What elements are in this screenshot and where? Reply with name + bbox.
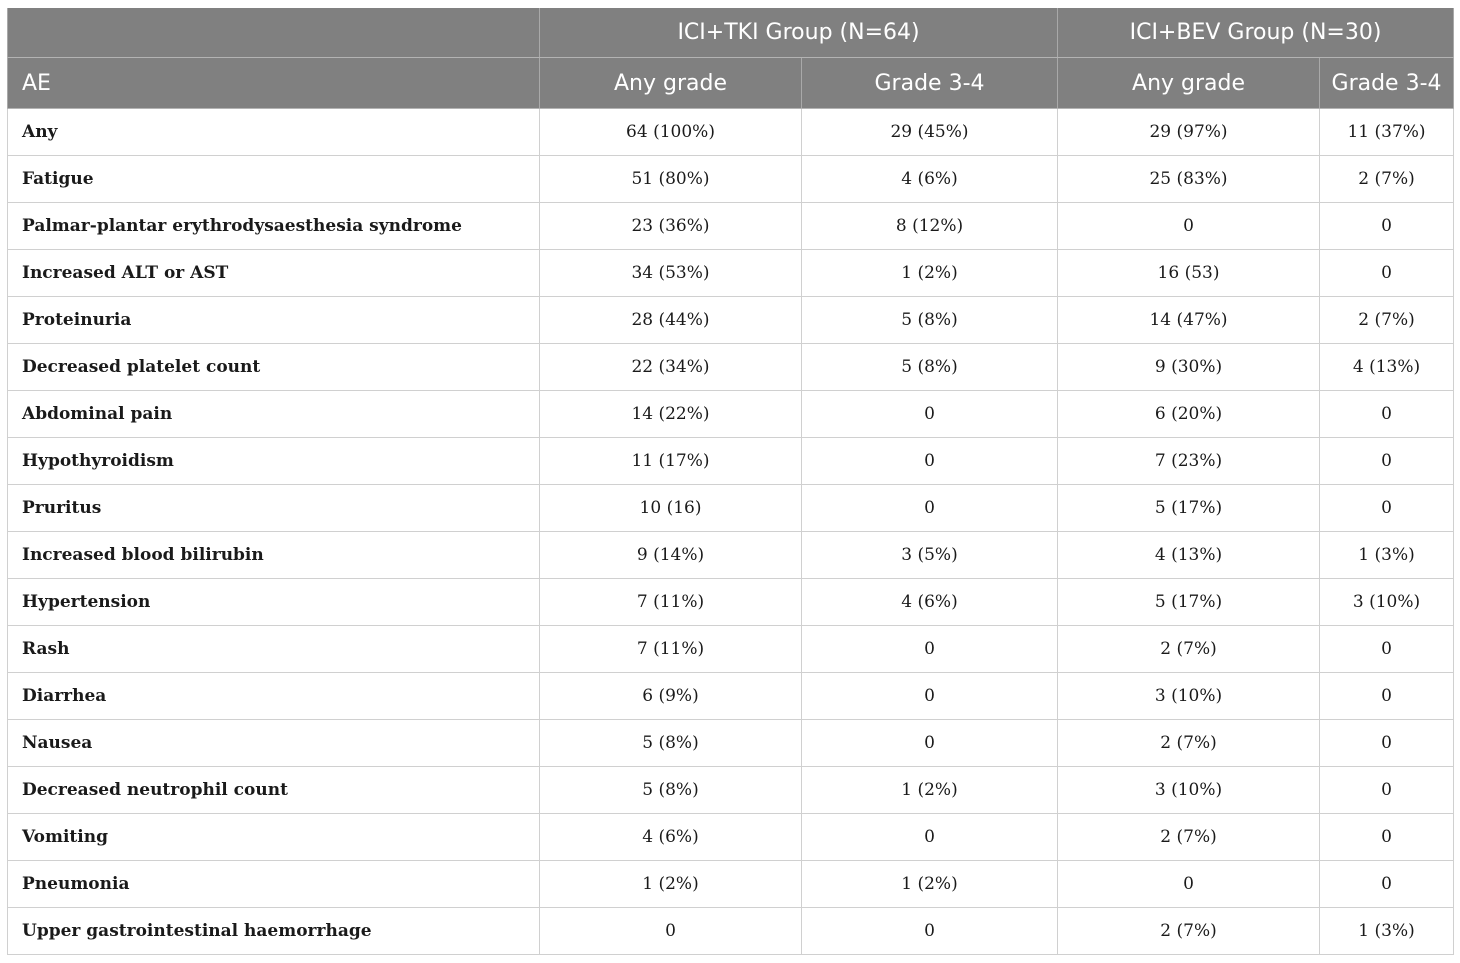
table-cell: 29 (45%): [802, 109, 1058, 156]
table-cell: 11 (17%): [540, 438, 802, 485]
table-cell: 3 (10%): [1320, 579, 1454, 626]
group-header-row: [8, 8, 1454, 58]
table-cell: 1 (3%): [1320, 532, 1454, 579]
table-cell: 7 (11%): [540, 579, 802, 626]
table-cell: 6 (9%): [540, 673, 802, 720]
table-row: [8, 109, 1454, 156]
ae-label-cell: Palmar-plantar erythrodysaesthesia syndrome: [8, 203, 540, 250]
table-cell: 64 (100%): [540, 109, 802, 156]
table-cell: 5 (17%): [1058, 579, 1320, 626]
table-cell: 0: [802, 391, 1058, 438]
table-cell: 23 (36%): [540, 203, 802, 250]
table-cell: 5 (8%): [802, 297, 1058, 344]
table-cell: 0: [1320, 391, 1454, 438]
table-cell: 4 (13%): [1058, 532, 1320, 579]
table-row: [8, 250, 1454, 297]
column-header-ae: AE: [8, 58, 540, 109]
ae-label-cell: Pruritus: [8, 485, 540, 532]
table-cell: 2 (7%): [1058, 720, 1320, 767]
table-cell: 5 (17%): [1058, 485, 1320, 532]
table-cell: 0: [802, 908, 1058, 955]
table-cell: 1 (2%): [802, 861, 1058, 908]
table-cell: 28 (44%): [540, 297, 802, 344]
table-cell: 3 (10%): [1058, 673, 1320, 720]
table-row: [8, 814, 1454, 861]
table-row: [8, 297, 1454, 344]
table-row: [8, 203, 1454, 250]
column-header-row: [8, 58, 1454, 109]
table-cell: 1 (2%): [540, 861, 802, 908]
table-cell: 25 (83%): [1058, 156, 1320, 203]
table-cell: 9 (14%): [540, 532, 802, 579]
table-cell: 0: [802, 814, 1058, 861]
table-cell: 0: [1320, 485, 1454, 532]
ae-label-cell: Vomiting: [8, 814, 540, 861]
table-cell: 2 (7%): [1058, 626, 1320, 673]
adverse-events-table: [7, 8, 1454, 955]
table-cell: 0: [1320, 767, 1454, 814]
table-cell: 4 (6%): [802, 579, 1058, 626]
table-cell: 0: [802, 626, 1058, 673]
table-cell: 8 (12%): [802, 203, 1058, 250]
table-cell: 29 (97%): [1058, 109, 1320, 156]
table-cell: 0: [802, 438, 1058, 485]
column-header-tki-grade-3-4: Grade 3-4: [802, 58, 1058, 109]
ae-label-cell: Nausea: [8, 720, 540, 767]
table-row: [8, 579, 1454, 626]
table-cell: 14 (22%): [540, 391, 802, 438]
table-row: [8, 532, 1454, 579]
table-cell: 0: [1320, 626, 1454, 673]
adverse-events-table-container: [7, 8, 1453, 955]
table-cell: 0: [1320, 720, 1454, 767]
ae-label-cell: Increased ALT or AST: [8, 250, 540, 297]
table-row: [8, 673, 1454, 720]
group-header-ici-bev: ICI+BEV Group (N=30): [1058, 8, 1454, 58]
table-cell: 0: [802, 720, 1058, 767]
table-cell: 0: [1320, 438, 1454, 485]
table-header: [8, 8, 1454, 109]
table-cell: 2 (7%): [1058, 908, 1320, 955]
table-cell: 0: [1058, 861, 1320, 908]
table-cell: 3 (5%): [802, 532, 1058, 579]
table-cell: 4 (6%): [540, 814, 802, 861]
table-row: [8, 861, 1454, 908]
table-cell: 51 (80%): [540, 156, 802, 203]
ae-label-cell: Proteinuria: [8, 297, 540, 344]
table-cell: 1 (2%): [802, 767, 1058, 814]
table-cell: 0: [1058, 203, 1320, 250]
table-cell: 2 (7%): [1320, 156, 1454, 203]
table-cell: 0: [1320, 673, 1454, 720]
ae-label-cell: Upper gastrointestinal haemorrhage: [8, 908, 540, 955]
table-cell: 16 (53): [1058, 250, 1320, 297]
table-cell: 0: [802, 485, 1058, 532]
table-cell: 4 (6%): [802, 156, 1058, 203]
ae-label-cell: Fatigue: [8, 156, 540, 203]
table-cell: 0: [1320, 250, 1454, 297]
table-cell: 14 (47%): [1058, 297, 1320, 344]
table-row: [8, 485, 1454, 532]
ae-label-cell: Hypothyroidism: [8, 438, 540, 485]
table-cell: 1 (2%): [802, 250, 1058, 297]
table-cell: 6 (20%): [1058, 391, 1320, 438]
ae-label-cell: Increased blood bilirubin: [8, 532, 540, 579]
table-cell: 7 (11%): [540, 626, 802, 673]
ae-label-cell: Diarrhea: [8, 673, 540, 720]
column-header-tki-any-grade: Any grade: [540, 58, 802, 109]
table-row: [8, 626, 1454, 673]
table-cell: 7 (23%): [1058, 438, 1320, 485]
table-cell: 5 (8%): [540, 720, 802, 767]
table-cell: 4 (13%): [1320, 344, 1454, 391]
table-cell: 34 (53%): [540, 250, 802, 297]
ae-label-cell: Hypertension: [8, 579, 540, 626]
table-row: [8, 344, 1454, 391]
table-row: [8, 767, 1454, 814]
table-cell: 0: [1320, 814, 1454, 861]
column-header-bev-grade-3-4: Grade 3-4: [1320, 58, 1454, 109]
table-cell: 22 (34%): [540, 344, 802, 391]
ae-label-cell: Rash: [8, 626, 540, 673]
table-cell: 11 (37%): [1320, 109, 1454, 156]
table-cell: 0: [540, 908, 802, 955]
table-row: [8, 720, 1454, 767]
table-cell: 10 (16): [540, 485, 802, 532]
table-row: [8, 908, 1454, 955]
table-cell: 0: [802, 673, 1058, 720]
empty-header-cell: [8, 8, 540, 58]
group-header-ici-tki: ICI+TKI Group (N=64): [540, 8, 1058, 58]
table-cell: 3 (10%): [1058, 767, 1320, 814]
ae-label-cell: Any: [8, 109, 540, 156]
table-row: [8, 391, 1454, 438]
table-cell: 1 (3%): [1320, 908, 1454, 955]
table-cell: 0: [1320, 861, 1454, 908]
table-cell: 9 (30%): [1058, 344, 1320, 391]
table-row: [8, 156, 1454, 203]
table-cell: 5 (8%): [802, 344, 1058, 391]
table-cell: 0: [1320, 203, 1454, 250]
table-row: [8, 438, 1454, 485]
ae-label-cell: Decreased platelet count: [8, 344, 540, 391]
column-header-bev-any-grade: Any grade: [1058, 58, 1320, 109]
table-cell: 5 (8%): [540, 767, 802, 814]
table-cell: 2 (7%): [1320, 297, 1454, 344]
ae-label-cell: Decreased neutrophil count: [8, 767, 540, 814]
ae-label-cell: Pneumonia: [8, 861, 540, 908]
table-cell: 2 (7%): [1058, 814, 1320, 861]
table-body: [8, 109, 1454, 955]
ae-label-cell: Abdominal pain: [8, 391, 540, 438]
